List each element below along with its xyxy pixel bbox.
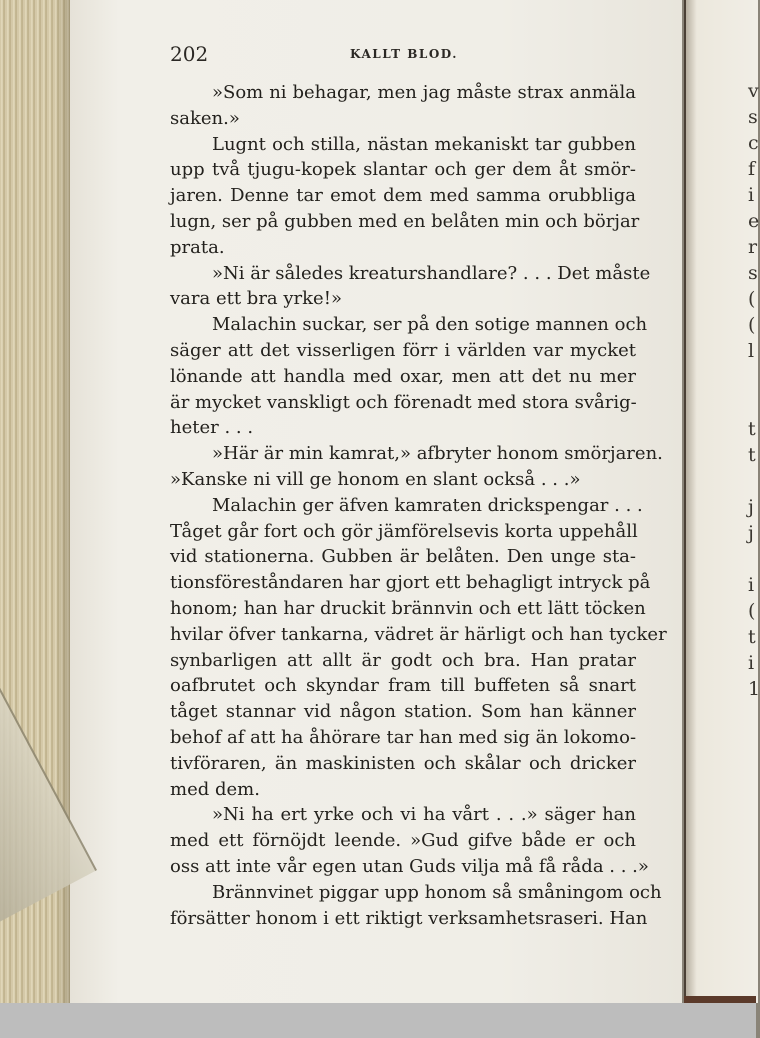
text-line: Lugnt och stilla, nästan mekaniskt tar gubben (212, 133, 636, 155)
adjacent-char: 1 (748, 678, 760, 700)
text-line: Tåget går fort och gör jämförelsevis korta uppehåll (170, 520, 638, 542)
text-line: säger att det visserligen förr i världen var mycket (170, 339, 636, 361)
body-text (170, 80, 667, 931)
page-number: 202 (170, 42, 209, 66)
adjacent-char (748, 468, 760, 494)
adjacent-char: ( (748, 288, 756, 310)
text-line: Malachin suckar, ser på den sotige mannen och (212, 314, 648, 336)
text-line: lönande att handla med oxar, men att det nu mer (170, 365, 636, 387)
running-head: KALLT BLOD. (350, 47, 458, 61)
adjacent-char: v (748, 80, 759, 102)
text-line: heter . . . (170, 417, 254, 439)
adjacent-char: c (748, 132, 759, 154)
text-line: lugn, ser på gubben med en belåten min och börjar (170, 210, 640, 232)
adjacent-char: f (748, 158, 756, 180)
text-line: honom; han har druckit brännvin och ett lätt töcken (170, 597, 646, 619)
adjacent-char (748, 390, 760, 416)
text-line: hvilar öfver tankarna, vädret är härligt och han tycker (170, 623, 667, 645)
text-line: Malachin ger äfven kamraten drickspengar . . . (212, 494, 643, 516)
adjacent-char (748, 546, 760, 572)
adjacent-char: i (748, 184, 755, 206)
adjacent-char: t (748, 444, 756, 466)
text-line: med dem. (170, 778, 260, 800)
text-line: »Kanske ni vill ge honom en slant också . . .» (170, 468, 581, 490)
text-line: behof af att ha åhörare tar han med sig än lokomo- (170, 726, 637, 748)
adjacent-char: ( (748, 600, 756, 622)
adjacent-char: i (748, 652, 755, 674)
text-line: vara ett bra yrke!» (170, 288, 342, 310)
adjacent-char: t (748, 626, 756, 648)
adjacent-char: l (748, 340, 755, 362)
page-header (170, 42, 636, 70)
text-line: tivföraren, än maskinisten och skålar och dricker (170, 752, 636, 774)
text-line: »Ni är således kreaturshandlare? . . . Det måste (212, 262, 651, 284)
text-line: Brännvinet piggar upp honom så småningom och (212, 881, 662, 903)
adjacent-char: r (748, 236, 758, 258)
adjacent-char: s (748, 106, 758, 128)
adjacent-char: s (748, 262, 758, 284)
text-line: upp två tjugu-kopek slantar och ger dem åt smör- (170, 159, 636, 181)
scan-background (0, 1003, 756, 1038)
text-line: med ett förnöjdt leende. »Gud gifve både er och (170, 830, 636, 852)
text-line: »Som ni behagar, men jag måste strax anmäla (212, 82, 636, 103)
adjacent-char: ( (748, 314, 756, 336)
text-line: försätter honom i ett riktigt verksamhetsraseri. Han (170, 907, 648, 929)
text-line: tionsföreståndaren har gjort ett behagligt intryck på (170, 572, 651, 594)
adjacent-char: e (748, 210, 760, 232)
text-line: prata. (170, 236, 225, 258)
text-line: »Ni ha ert yrke och vi ha vårt . . .» säger han (212, 804, 636, 826)
adjacent-page (684, 0, 758, 1003)
text-line: saken.» (170, 107, 240, 129)
adjacent-page-text-fragments (748, 78, 760, 702)
adjacent-char: j (748, 496, 754, 518)
text-line: oafbrutet och skyndar fram till buffeten så snart (170, 675, 636, 697)
text-line: jaren. Denne tar emot dem med samma orubbliga (170, 185, 636, 207)
adjacent-char (748, 364, 760, 390)
text-line: är mycket vanskligt och förenadt med stora svårig- (170, 391, 637, 413)
text-line: »Här är min kamrat,» afbryter honom smörjaren. (212, 443, 663, 465)
text-line: oss att inte vår egen utan Guds vilja må få råda . . .» (170, 855, 649, 877)
text-line: synbarligen att allt är godt och bra. Han pratar (170, 649, 636, 671)
adjacent-char: j (748, 522, 754, 544)
adjacent-char: t (748, 418, 756, 440)
adjacent-char: i (748, 574, 755, 596)
text-line: tåget stannar vid någon station. Som han känner (170, 701, 636, 723)
text-line: vid stationerna. Gubben är belåten. Den unge sta- (170, 546, 636, 568)
